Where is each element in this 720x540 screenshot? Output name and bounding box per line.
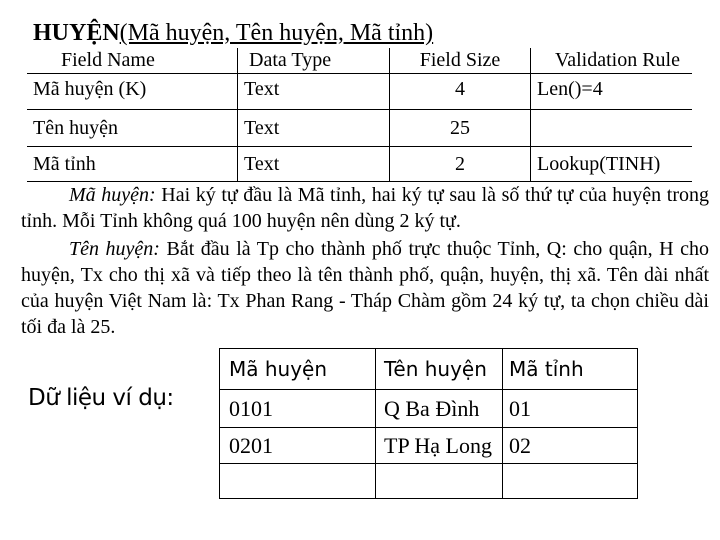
schema-header-field-name: Field Name <box>61 49 155 71</box>
schema-header-field-size: Field Size <box>390 48 531 74</box>
ma-huyen-term: Mã huyện: <box>69 184 156 206</box>
ten-huyen-text: Bắt đầu là Tp cho thành phố trực thuộc Tỉnh, Q: cho quận, H cho huyện, Tx cho thị xã và tiếp theo là tên thành phố, quận, huyện, thị xã. Tên dài nhất của huyện Việt Nam là: Tx Phan Rang - Tháp Chàm gồm 24 ký tự, ta chọn chiều dài tối đa là 25. <box>21 238 709 338</box>
example-header-ma-tinh: Mã tỉnh <box>503 349 638 390</box>
schema-cell-field-size: 4 <box>390 74 531 110</box>
table-row <box>27 74 692 110</box>
example-data-table <box>219 348 638 499</box>
example-header-ten-huyen: Tên huyện <box>376 349 503 390</box>
ten-huyen-term: Tên huyện: <box>69 238 160 260</box>
table-row <box>27 147 692 182</box>
schema-table <box>27 48 692 182</box>
example-cell-ma-tinh: 02 <box>503 428 638 464</box>
schema-header-data-type: Data Type <box>238 48 390 74</box>
entity-fields: (Mã huyện, Tên huyện, Mã tỉnh) <box>119 20 434 46</box>
table-row <box>220 390 638 428</box>
schema-cell-data-type: Text <box>238 74 390 110</box>
ma-huyen-text: Hai ký tự đầu là Mã tỉnh, hai ký tự sau là số thứ tự của huyện trong tỉnh. Mỗi Tỉnh không quá 100 huyện nên dùng 2 ký tự. <box>21 184 709 232</box>
schema-cell-field-name: Tên huyện <box>27 110 238 147</box>
schema-cell-field-size: 25 <box>390 110 531 147</box>
page-title <box>33 18 433 48</box>
example-cell-ma-tinh <box>503 464 638 499</box>
example-cell-ten-huyen: TP Hạ Long <box>376 428 503 464</box>
table-row <box>220 428 638 464</box>
example-cell-ma-huyen <box>220 464 376 499</box>
schema-cell-field-name: Mã huyện (K) <box>27 74 238 110</box>
entity-name: HUYỆN <box>33 20 120 46</box>
schema-cell-data-type: Text <box>238 110 390 147</box>
example-cell-ma-tinh: 01 <box>503 390 638 428</box>
schema-cell-field-size: 2 <box>390 147 531 182</box>
example-cell-ten-huyen: Q Ba Đình <box>376 390 503 428</box>
schema-header-validation-rule: Validation Rule <box>531 48 693 74</box>
ten-huyen-description <box>21 236 709 340</box>
schema-cell-validation-rule: Lookup(TINH) <box>531 147 693 182</box>
example-cell-ten-huyen <box>376 464 503 499</box>
schema-cell-validation-rule: Len()=4 <box>531 74 693 110</box>
table-row <box>220 464 638 499</box>
example-cell-ma-huyen: 0201 <box>220 428 376 464</box>
example-header-row <box>220 349 638 390</box>
example-cell-ma-huyen: 0101 <box>220 390 376 428</box>
example-data-label: Dữ liệu ví dụ: <box>28 385 174 411</box>
schema-cell-data-type: Text <box>238 147 390 182</box>
schema-cell-field-name: Mã tỉnh <box>27 147 238 182</box>
ma-huyen-description <box>21 182 709 234</box>
schema-header-row <box>27 48 692 74</box>
example-header-ma-huyen: Mã huyện <box>220 349 376 390</box>
schema-cell-validation-rule <box>531 110 693 147</box>
table-row <box>27 110 692 147</box>
